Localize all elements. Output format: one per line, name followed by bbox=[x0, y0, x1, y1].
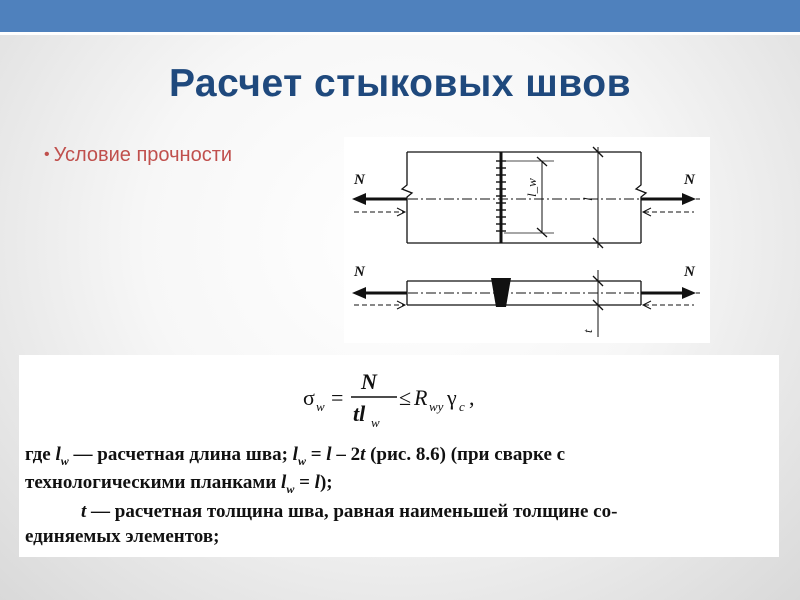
svg-text:c: c bbox=[459, 399, 465, 414]
t-label: t bbox=[580, 329, 595, 333]
svg-text:=: = bbox=[331, 385, 344, 410]
svg-text:tl: tl bbox=[353, 401, 366, 426]
butt-weld-diagram bbox=[344, 137, 710, 343]
lw-label: l_w bbox=[524, 178, 539, 197]
header-divider bbox=[0, 32, 800, 35]
svg-text:w: w bbox=[316, 399, 325, 414]
force-label-tr: N bbox=[684, 172, 695, 188]
definition-line-2: технологическими планками $l_w = l$); bbox=[25, 472, 333, 496]
svg-text:w: w bbox=[371, 415, 380, 430]
header-bar bbox=[0, 0, 800, 32]
definition-line-3: t — расчетная толщина шва, равная наименьшей толщине со- bbox=[81, 501, 618, 522]
svg-text:σ: σ bbox=[303, 385, 315, 410]
formula-panel bbox=[19, 355, 779, 557]
strength-formula bbox=[299, 363, 519, 433]
slide-title: Расчет стыковых швов bbox=[168, 62, 632, 105]
svg-text:,: , bbox=[469, 385, 475, 410]
svg-text:R: R bbox=[414, 385, 428, 410]
definition-line-4: единяемых элементов; bbox=[25, 526, 220, 547]
bullet-dot-icon: • bbox=[44, 146, 50, 163]
force-label-bl: N bbox=[354, 264, 365, 280]
svg-text:≤: ≤ bbox=[399, 385, 412, 410]
bullet-text: Условие прочности bbox=[53, 144, 233, 166]
diagram-svg bbox=[344, 137, 710, 343]
l-label: l bbox=[580, 197, 595, 201]
svg-text:N: N bbox=[361, 369, 377, 394]
force-label-br: N bbox=[684, 264, 695, 280]
bullet-item bbox=[44, 144, 232, 167]
svg-text:wy: wy bbox=[429, 399, 444, 414]
weld-profile bbox=[491, 278, 511, 307]
force-label-tl: N bbox=[354, 172, 365, 188]
definition-line-1: где $l_w$ — расчетная длина шва; $l_w = l - 2t$ (рис. 8.6) (при сварке с bbox=[25, 444, 566, 468]
svg-text:γ: γ bbox=[447, 385, 457, 410]
